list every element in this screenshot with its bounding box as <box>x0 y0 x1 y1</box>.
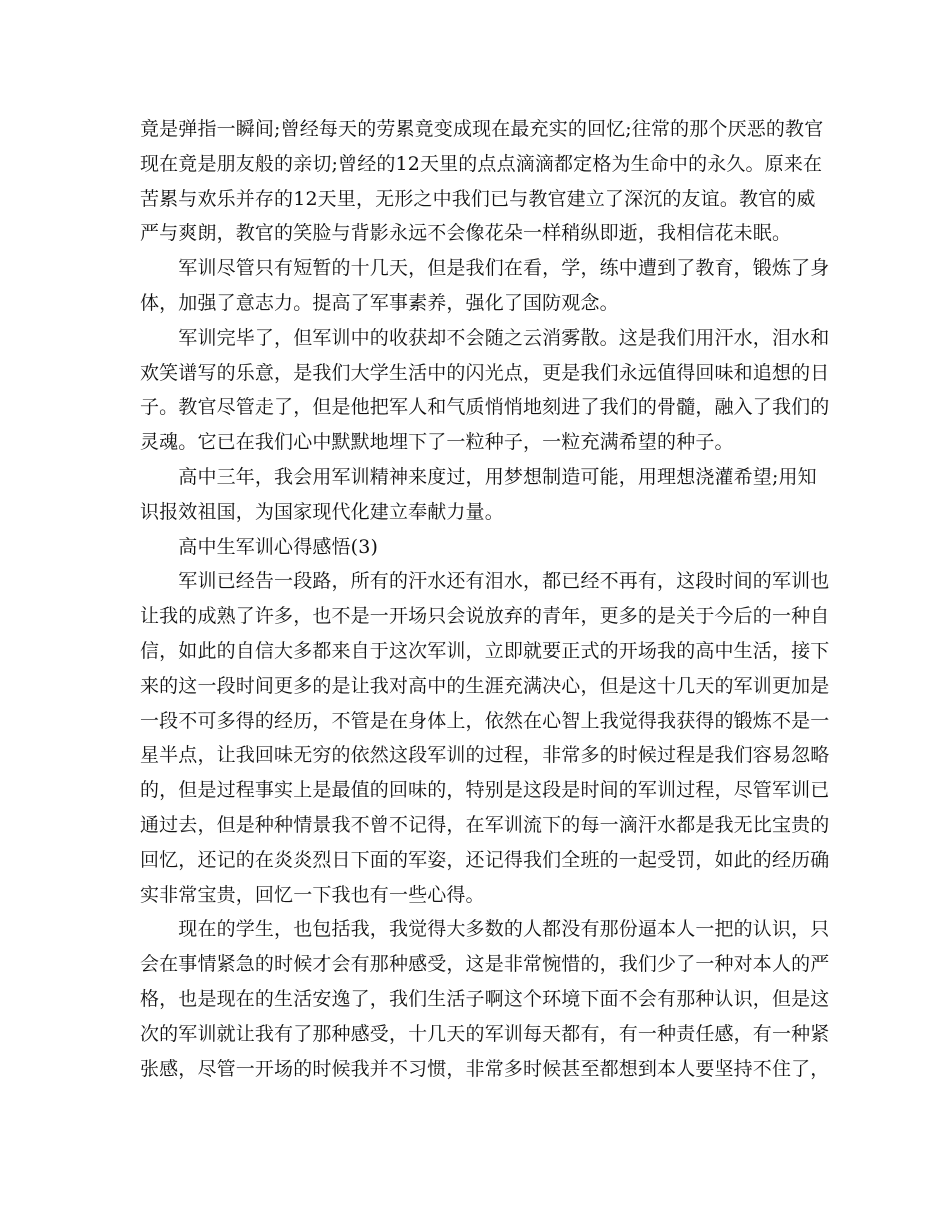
text-line: 格，也是现在的生活安逸了，我们生活子啊这个环境下面不会有那种认识，但是这 <box>140 987 830 1010</box>
text-line: 军训尽管只有短暂的十几天，但是我们在看，学，练中遭到了教育，锻炼了身 <box>140 257 830 280</box>
text-line: 现在的学生，也包括我，我觉得大多数的人都没有那份逼本人一把的认识，只 <box>140 918 830 941</box>
text-line: 信，如此的自信大多都来自于这次军训，立即就要正式的开场我的高中生活，接下 <box>140 639 830 662</box>
text-line: 子。教官尽管走了，但是他把军人和气质悄悄地刻进了我们的骨髓，融入了我们的 <box>140 396 830 419</box>
text-line: 通过去，但是种种情景我不曾不记得，在军训流下的每一滴汗水都是我无比宝贵的 <box>140 813 830 836</box>
text-line: 竟是弹指一瞬间;曾经每天的劳累竟变成现在最充实的回忆;往常的那个厌恶的教官 <box>140 118 824 140</box>
text-line: 现在竟是朋友般的亲切;曾经的12天里的点点滴滴都定格为生命中的永久。原来在 <box>140 152 823 175</box>
text-line: 灵魂。它已在我们心中默默地埋下了一粒种子，一粒充满希望的种子。 <box>140 431 734 454</box>
text-line: 让我的成熟了许多，也不是一开场只会说放弃的青年，更多的是关于今后的一种自 <box>140 605 830 628</box>
text-line: 次的军训就让我有了那种感受，十几天的军训每天都有，有一种责任感，有一种紧 <box>140 1022 830 1045</box>
text-line: 的，但是过程事实上是最值的回味的，特别是这段是时间的军训过程，尽管军训已 <box>140 779 830 802</box>
text-line: 苦累与欢乐并存的12天里，无形之中我们已与教官建立了深沉的友谊。教官的威 <box>140 187 816 210</box>
text-line: 张感，尽管一开场的时候我并不习惯，非常多时候甚至都想到本人要坚持不住了， <box>140 1057 830 1080</box>
text-line: 一段不可多得的经历，不管是在身体上，依然在心智上我觉得我获得的锻炼不是一 <box>140 709 830 732</box>
text-line: 实非常宝贵，回忆一下我也有一些心得。 <box>140 883 485 906</box>
text-line: 回忆，还记的在炎炎烈日下面的军姿，还记得我们全班的一起受罚，如此的经历确 <box>140 848 830 871</box>
text-line: 欢笑谱写的乐意，是我们大学生活中的闪光点，更是我们永远值得回味和追想的日 <box>140 361 830 384</box>
text-line: 体，加强了意志力。提高了军事素养，强化了国防观念。 <box>140 291 619 314</box>
text-line: 会在事情紧急的时候才会有那种感受，这是非常惋惜的，我们少了一种对本人的严 <box>140 953 830 976</box>
text-line: 星半点，让我回味无穷的依然这段军训的过程，非常多的时候过程是我们容易忽略 <box>140 744 830 767</box>
text-line: 识报效祖国，为国家现代化建立奉献力量。 <box>140 500 504 523</box>
text-line: 高中三年，我会用军训精神来度过，用梦想制造可能，用理想浇灌希望;用知 <box>140 465 817 488</box>
document-page <box>140 112 830 1086</box>
text-line: 军训完毕了，但军训中的收获却不会随之云消雾散。这是我们用汗水，泪水和 <box>140 326 830 349</box>
text-line: 来的这一段时间更多的是让我对高中的生涯充满决心，但是这十几天的军训更加是 <box>140 674 830 697</box>
text-line: 严与爽朗，教官的笑脸与背影永远不会像花朵一样稍纵即逝，我相信花未眠。 <box>140 222 792 245</box>
section-heading: 高中生军训心得感悟(3) <box>140 535 379 558</box>
text-line: 军训已经告一段路，所有的汗水还有泪水，都已经不再有，这段时间的军训也 <box>140 570 830 593</box>
